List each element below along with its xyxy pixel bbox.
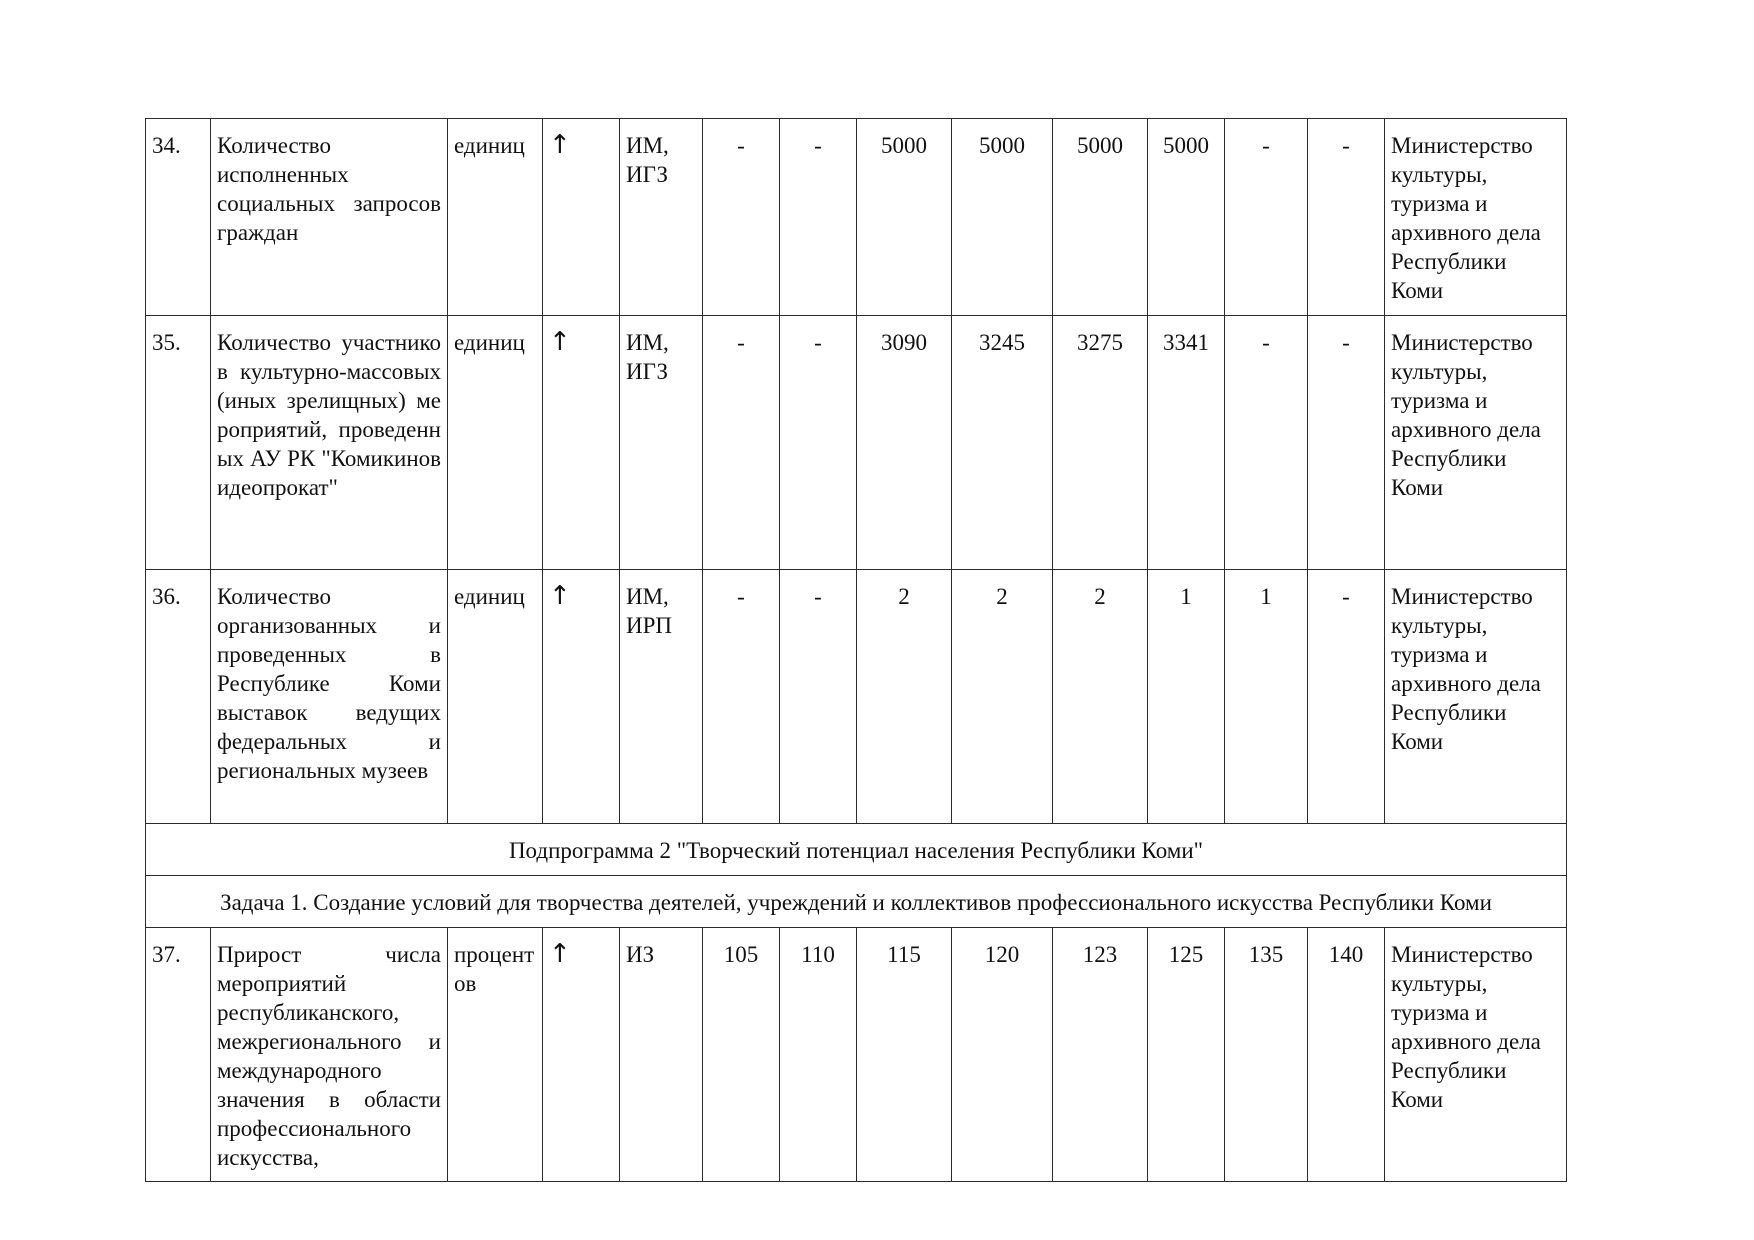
row-number: 34. — [146, 119, 211, 316]
indicator-name: Количество участников культурно-массовых (иных зрелищных) мероприятий, проведенных АУ РК "Комикиновидеопрокат" — [211, 316, 448, 570]
source-cell: ИМ, ИРП — [620, 570, 703, 824]
responsible-cell: Министерство культуры, туризма и архивного дела Республики Коми — [1385, 570, 1567, 824]
value-cell: - — [780, 119, 857, 316]
responsible-cell: Министерство культуры, туризма и архивного дела Республики Коми — [1385, 119, 1567, 316]
value-cell: 120 — [952, 928, 1053, 1182]
value-cell: - — [703, 570, 780, 824]
value-cell: - — [1308, 570, 1385, 824]
source-cell: ИМ, ИГЗ — [620, 316, 703, 570]
value-cell: 110 — [780, 928, 857, 1182]
value-cell: - — [780, 316, 857, 570]
value-cell: 3341 — [1148, 316, 1225, 570]
task-title: Задача 1. Создание условий для творчества деятелей, учреждений и коллективов профессионального искусства Республики Коми — [146, 876, 1567, 928]
value-cell: 1 — [1225, 570, 1308, 824]
value-cell: - — [1308, 119, 1385, 316]
unit-cell: единиц — [448, 570, 543, 824]
indicator-name: Количество исполненных социальных запросов граждан — [211, 119, 448, 316]
table-row — [146, 316, 1567, 570]
value-cell: 115 — [857, 928, 952, 1182]
row-number: 35. — [146, 316, 211, 570]
up-arrow-icon: ↑ — [543, 928, 620, 1182]
value-cell: 5000 — [857, 119, 952, 316]
task-row — [146, 876, 1567, 928]
subprogram-row — [146, 824, 1567, 876]
unit-cell: процентов — [448, 928, 543, 1182]
value-cell: - — [780, 570, 857, 824]
indicators-table — [145, 118, 1567, 1182]
source-cell: ИЗ — [620, 928, 703, 1182]
value-cell: 5000 — [1148, 119, 1225, 316]
responsible-cell: Министерство культуры, туризма и архивного дела Республики Коми — [1385, 316, 1567, 570]
value-cell: - — [1225, 119, 1308, 316]
value-cell: 135 — [1225, 928, 1308, 1182]
up-arrow-icon: ↑ — [543, 316, 620, 570]
value-cell: 2 — [952, 570, 1053, 824]
value-cell: 140 — [1308, 928, 1385, 1182]
indicator-name: Прирост числа мероприятий республиканского, межрегионального и международного значения в области профессионального искусства, — [211, 928, 448, 1182]
row-number: 37. — [146, 928, 211, 1182]
value-cell: 5000 — [1053, 119, 1148, 316]
value-cell: 3090 — [857, 316, 952, 570]
value-cell: - — [1225, 316, 1308, 570]
value-cell: 123 — [1053, 928, 1148, 1182]
value-cell: - — [703, 316, 780, 570]
unit-cell: единиц — [448, 316, 543, 570]
value-cell: 105 — [703, 928, 780, 1182]
responsible-cell: Министерство культуры, туризма и архивного дела Республики Коми — [1385, 928, 1567, 1182]
value-cell: 2 — [857, 570, 952, 824]
value-cell: 3275 — [1053, 316, 1148, 570]
row-number: 36. — [146, 570, 211, 824]
value-cell: 125 — [1148, 928, 1225, 1182]
indicator-name: Количество организованных и проведенных в Республике Коми выставок ведущих федеральных и региональных музеев — [211, 570, 448, 824]
value-cell: 2 — [1053, 570, 1148, 824]
table-row — [146, 119, 1567, 316]
value-cell: 1 — [1148, 570, 1225, 824]
value-cell: - — [1308, 316, 1385, 570]
table-row — [146, 570, 1567, 824]
value-cell: - — [703, 119, 780, 316]
source-cell: ИМ, ИГЗ — [620, 119, 703, 316]
subprogram-title: Подпрограмма 2 "Творческий потенциал населения Республики Коми" — [146, 824, 1567, 876]
unit-cell: единиц — [448, 119, 543, 316]
table-row — [146, 928, 1567, 1182]
value-cell: 3245 — [952, 316, 1053, 570]
up-arrow-icon: ↑ — [543, 119, 620, 316]
value-cell: 5000 — [952, 119, 1053, 316]
up-arrow-icon: ↑ — [543, 570, 620, 824]
